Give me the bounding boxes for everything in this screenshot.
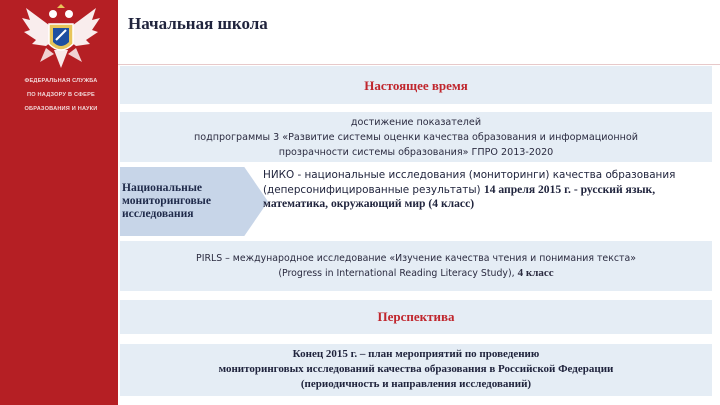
- niko-text: НИКО - национальные исследования (мониторинги) качества образования (деперсонифицированные результаты): [263, 169, 676, 196]
- perspective-heading: Перспектива: [120, 300, 712, 334]
- label-line: мониторинговые: [122, 194, 211, 207]
- plan-line: мониторинговых исследований качества образования в Российской Федерации: [218, 363, 614, 375]
- pirls-block: [120, 241, 712, 291]
- plan-line: (периодичность и направления исследований): [300, 378, 532, 390]
- national-monitoring-label: [122, 181, 211, 220]
- present-time-heading: Настоящее время: [120, 66, 712, 104]
- label-line: Национальные: [122, 181, 203, 194]
- achievement-line: подпрограммы 3 «Развитие системы оценки качества образования и информационной: [194, 132, 638, 143]
- agency-line: ПО НАДЗОРУ В СФЕРЕ: [27, 92, 95, 98]
- double-headed-eagle-emblem-icon: [20, 4, 102, 70]
- agency-name: [10, 74, 112, 116]
- plan-block: [120, 344, 712, 396]
- pirls-line: PIRLS – международное исследование «Изучение качества чтения и понимания текста»: [196, 253, 636, 264]
- agency-line: ОБРАЗОВАНИЯ И НАУКИ: [24, 106, 98, 112]
- agency-line: ФЕДЕРАЛЬНАЯ СЛУЖБА: [24, 78, 98, 84]
- title-divider: [118, 64, 720, 65]
- niko-description: [263, 168, 708, 212]
- pirls-line: [120, 266, 712, 281]
- achievement-block: [120, 112, 712, 162]
- label-line: исследования: [122, 207, 194, 220]
- niko-date: 14 апреля 2015 г. - русский язык, математика, окружающий мир (4 класс): [263, 182, 656, 211]
- plan-line: Конец 2015 г. – план мероприятий по проведению: [292, 348, 540, 360]
- sidebar: [0, 0, 118, 405]
- achievement-line: прозрачности системы образования» ГПРО 2013-2020: [278, 147, 554, 158]
- achievement-line: достижение показателей: [350, 117, 482, 128]
- pirls-study-name: (Progress in International Reading Literacy Study),: [278, 268, 515, 279]
- page-title: Начальная школа: [128, 14, 268, 33]
- pirls-grade: 4 класс: [517, 267, 554, 279]
